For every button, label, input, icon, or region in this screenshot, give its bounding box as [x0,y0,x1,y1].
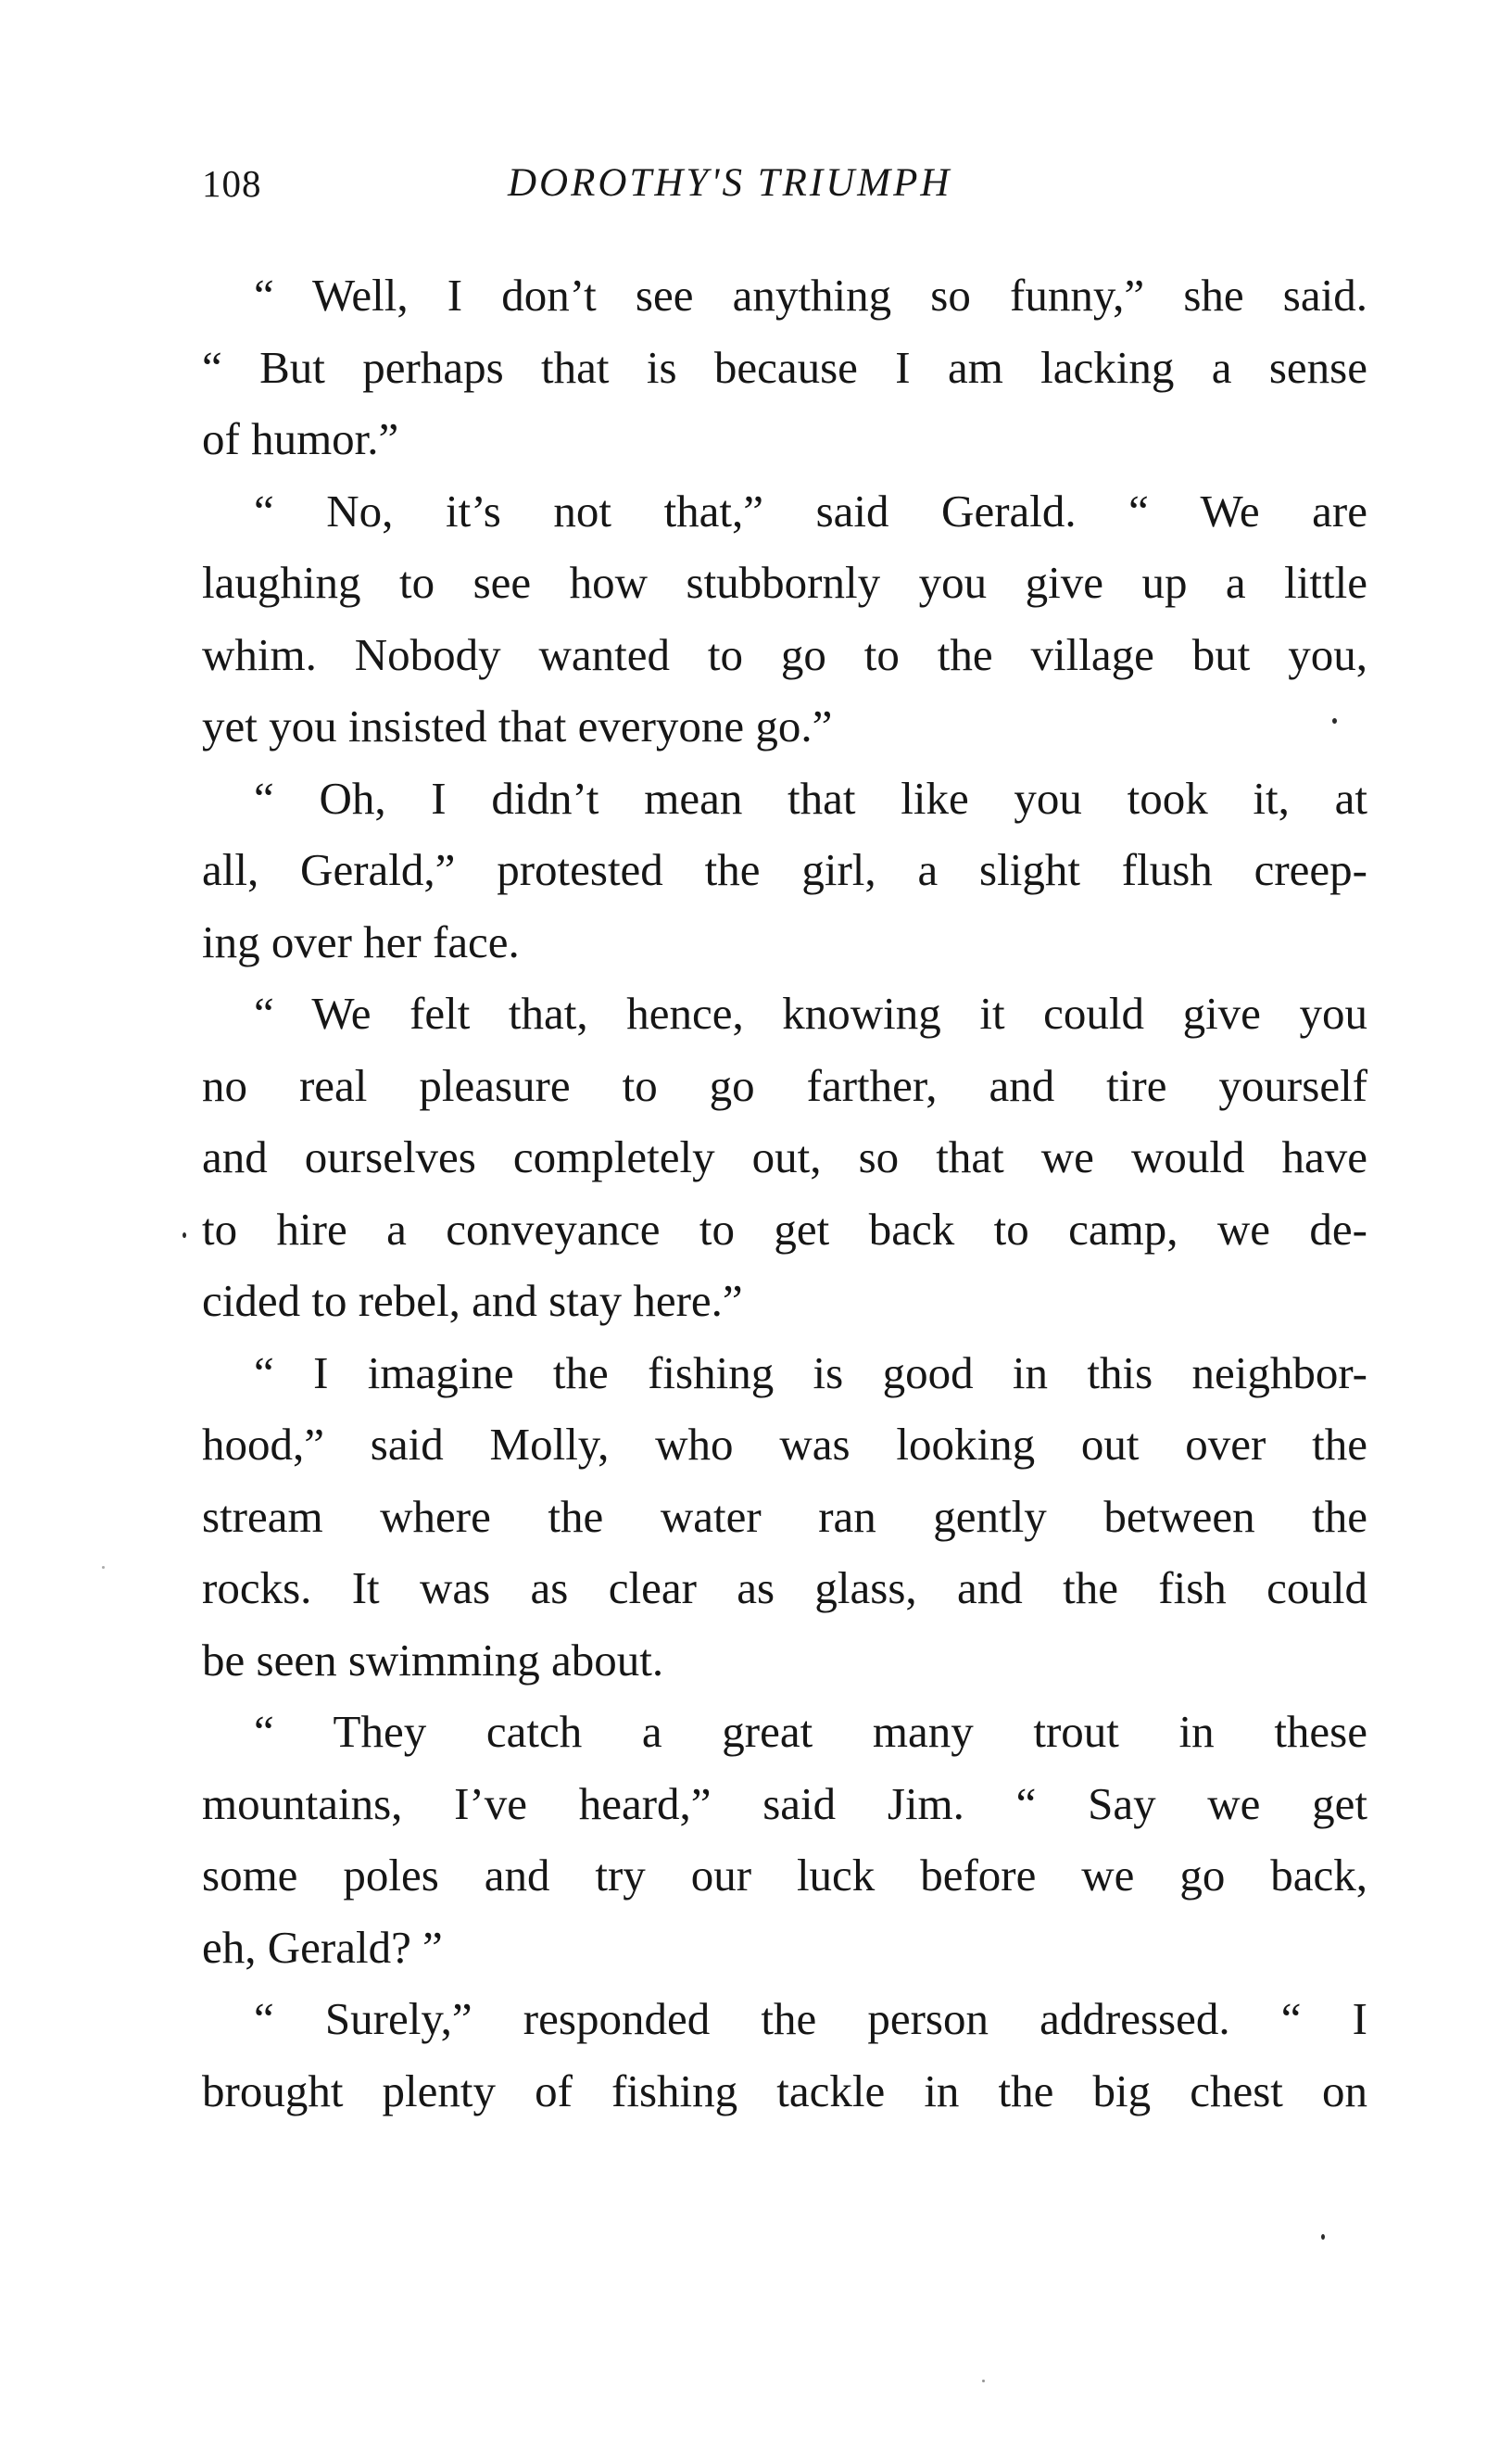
text-line: laughing to see how stubbornly you give up a little [202,557,1367,608]
running-title: DOROTHY'S TRIUMPH [508,161,952,205]
scan-speck [1332,718,1337,724]
text-line: of humor.” [202,413,399,464]
text-line: some poles and try our luck before we go back, [202,1850,1367,1901]
text-line: “ I imagine the fishing is good in this neighbor- [254,1346,1367,1398]
scan-speck [982,2380,985,2382]
text-line: all, Gerald,” protested the girl, a slight flush creep- [202,844,1367,895]
text-line: mountains, I’ve heard,” said Jim. “ Say we get [202,1777,1367,1829]
text-line: “ We felt that, hence, knowing it could give you [254,988,1367,1039]
body-text [202,259,1367,2127]
scan-speck [1321,2234,1325,2240]
page-number: 108 [202,162,262,205]
text-line: stream where the water ran gently between the [202,1490,1367,1542]
text-line: “ Surely,” responded the person addressed. “ I [254,1993,1367,2044]
text-line: hood,” said Molly, who was looking out over the [202,1419,1367,1470]
text-line: and ourselves completely out, so that we would have [202,1131,1367,1182]
text-line: whim. Nobody wanted to go to the village but you, [202,628,1367,680]
text-line: “ But perhaps that is because I am lacking a sense [202,341,1367,393]
text-line: cided to rebel, and stay here.” [202,1275,743,1326]
text-line: eh, Gerald? ” [202,1921,443,1973]
text-line: ing over her face. [202,916,520,967]
text-line: “ Oh, I didn’t mean that like you took it, at [254,772,1367,824]
text-line: no real pleasure to go farther, and tire yourself [202,1059,1367,1111]
text-line: “ Well, I don’t see anything so funny,” she said. [254,270,1367,321]
page-header [202,156,1367,211]
text-line: rocks. It was as clear as glass, and the fish could [202,1562,1367,1613]
text-line: be seen swimming about. [202,1634,664,1686]
text-line: brought plenty of fishing tackle in the big chest on [202,2065,1367,2116]
scan-speck [183,1232,186,1238]
text-line: “ No, it’s not that,” said Gerald. “ We are [254,485,1367,537]
text-line: “ They catch a great many trout in these [254,1706,1367,1757]
text-line: yet you insisted that everyone go.” [202,701,833,751]
scan-speck [102,1566,105,1569]
text-line: to hire a conveyance to get back to camp, we de- [202,1203,1367,1255]
